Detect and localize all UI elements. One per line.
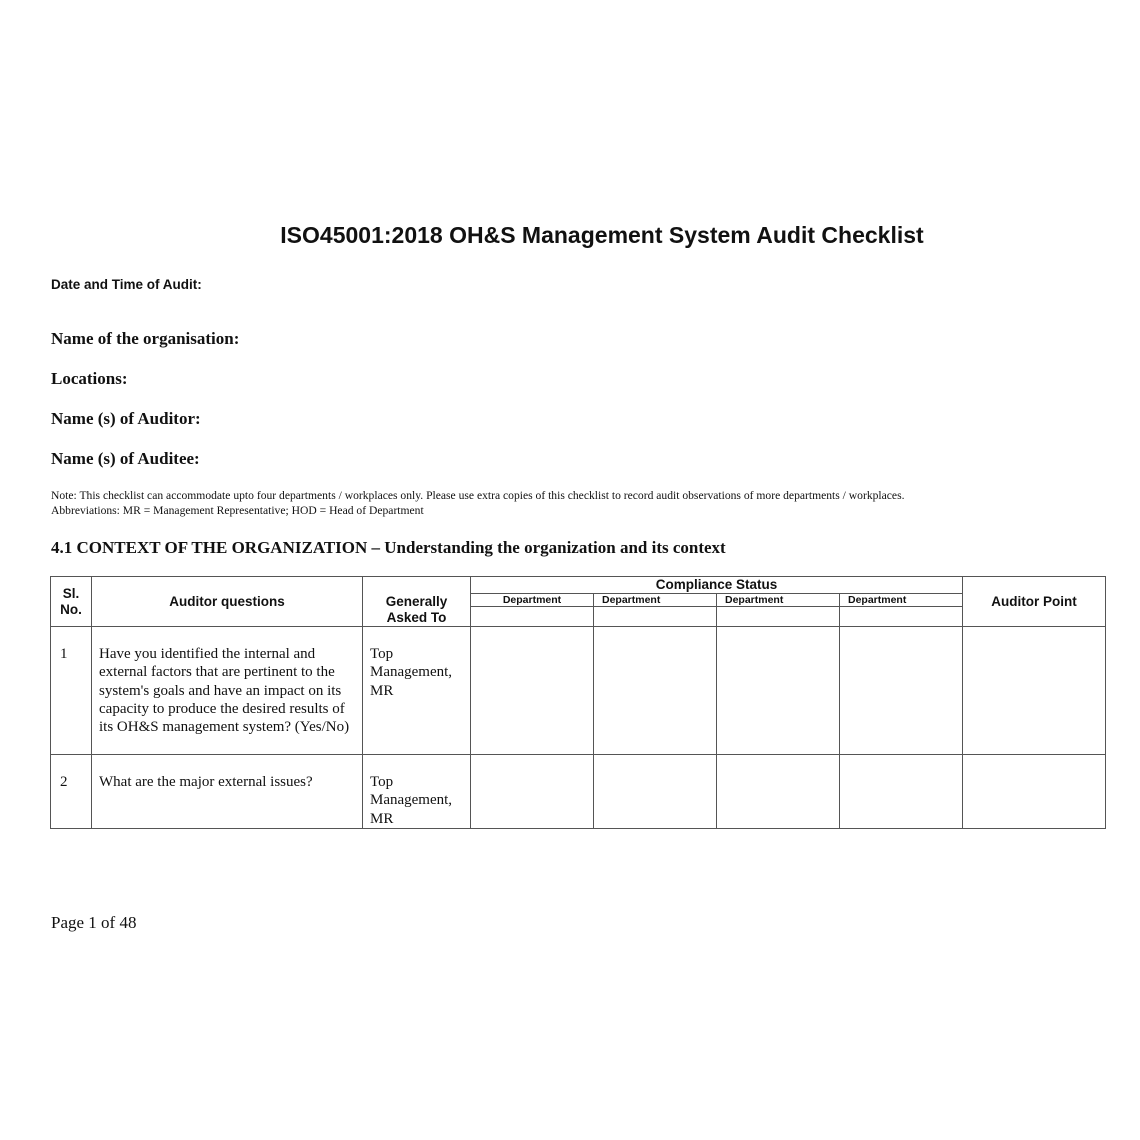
row-auditor-point-cell[interactable] xyxy=(963,627,1106,755)
auditor-field-label: Name (s) of Auditor: xyxy=(51,409,201,428)
row-asked-to: Top Management, MR xyxy=(363,755,471,829)
header-sl-no xyxy=(51,577,92,627)
header-generally-asked-line2: Asked To xyxy=(386,609,447,625)
auditee-field-label: Name (s) of Auditee: xyxy=(51,449,200,468)
header-auditor-questions: Auditor questions xyxy=(92,577,363,627)
row-department-4-cell[interactable] xyxy=(840,755,963,829)
row-question: Have you identified the internal and external factors that are pertinent to the system's goals and have an impact on its capacity to produce the desired results of its OH&S management system? (Yes/No) xyxy=(92,627,363,755)
header-compliance-status: Compliance Status xyxy=(471,577,963,594)
audit-checklist-table xyxy=(50,576,1106,829)
header-auditor-point: Auditor Point xyxy=(963,577,1106,627)
table-row xyxy=(51,755,1106,829)
row-department-4-cell[interactable] xyxy=(840,627,963,755)
header-department-4: Department xyxy=(840,594,963,607)
header-department-1: Department xyxy=(471,594,594,607)
header-department-3: Department xyxy=(717,594,840,607)
note-line: Note: This checklist can accommodate upto four departments / workplaces only. Please use extra copies of this checklist to record audit observations of more departments / workplaces. xyxy=(51,489,905,502)
organisation-field-label: Name of the organisation: xyxy=(51,329,240,348)
row-department-3-cell[interactable] xyxy=(717,627,840,755)
row-department-2-cell[interactable] xyxy=(594,627,717,755)
section-heading: 4.1 CONTEXT OF THE ORGANIZATION – Understanding the organization and its context xyxy=(51,538,726,557)
page-number: Page 1 of 48 xyxy=(51,913,137,932)
header-generally-asked-line1: Generally xyxy=(385,593,448,609)
abbreviations-line: Abbreviations: MR = Management Representative; HOD = Head of Department xyxy=(51,504,424,517)
header-generally-asked-to xyxy=(363,577,471,627)
header-sl-no-line2: No. xyxy=(60,601,82,617)
note-block xyxy=(51,488,1111,518)
document-title: ISO45001:2018 OH&S Management System Audit Checklist xyxy=(280,222,924,248)
department-4-header-blank xyxy=(840,607,963,627)
row-asked-to: Top Management, MR xyxy=(363,627,471,755)
row-department-1-cell[interactable] xyxy=(471,755,594,829)
row-sl-no: 2 xyxy=(51,755,92,829)
row-department-2-cell[interactable] xyxy=(594,755,717,829)
row-department-3-cell[interactable] xyxy=(717,755,840,829)
date-time-label: Date and Time of Audit: xyxy=(51,277,202,292)
row-sl-no: 1 xyxy=(51,627,92,755)
locations-field-label: Locations: xyxy=(51,369,128,388)
department-1-header-blank xyxy=(471,607,594,627)
row-question: What are the major external issues? xyxy=(92,755,363,829)
table-row xyxy=(51,627,1106,755)
department-2-header-blank xyxy=(594,607,717,627)
header-sl-no-line1: Sl. xyxy=(62,585,80,601)
row-auditor-point-cell[interactable] xyxy=(963,755,1106,829)
header-department-2: Department xyxy=(594,594,717,607)
row-department-1-cell[interactable] xyxy=(471,627,594,755)
department-3-header-blank xyxy=(717,607,840,627)
